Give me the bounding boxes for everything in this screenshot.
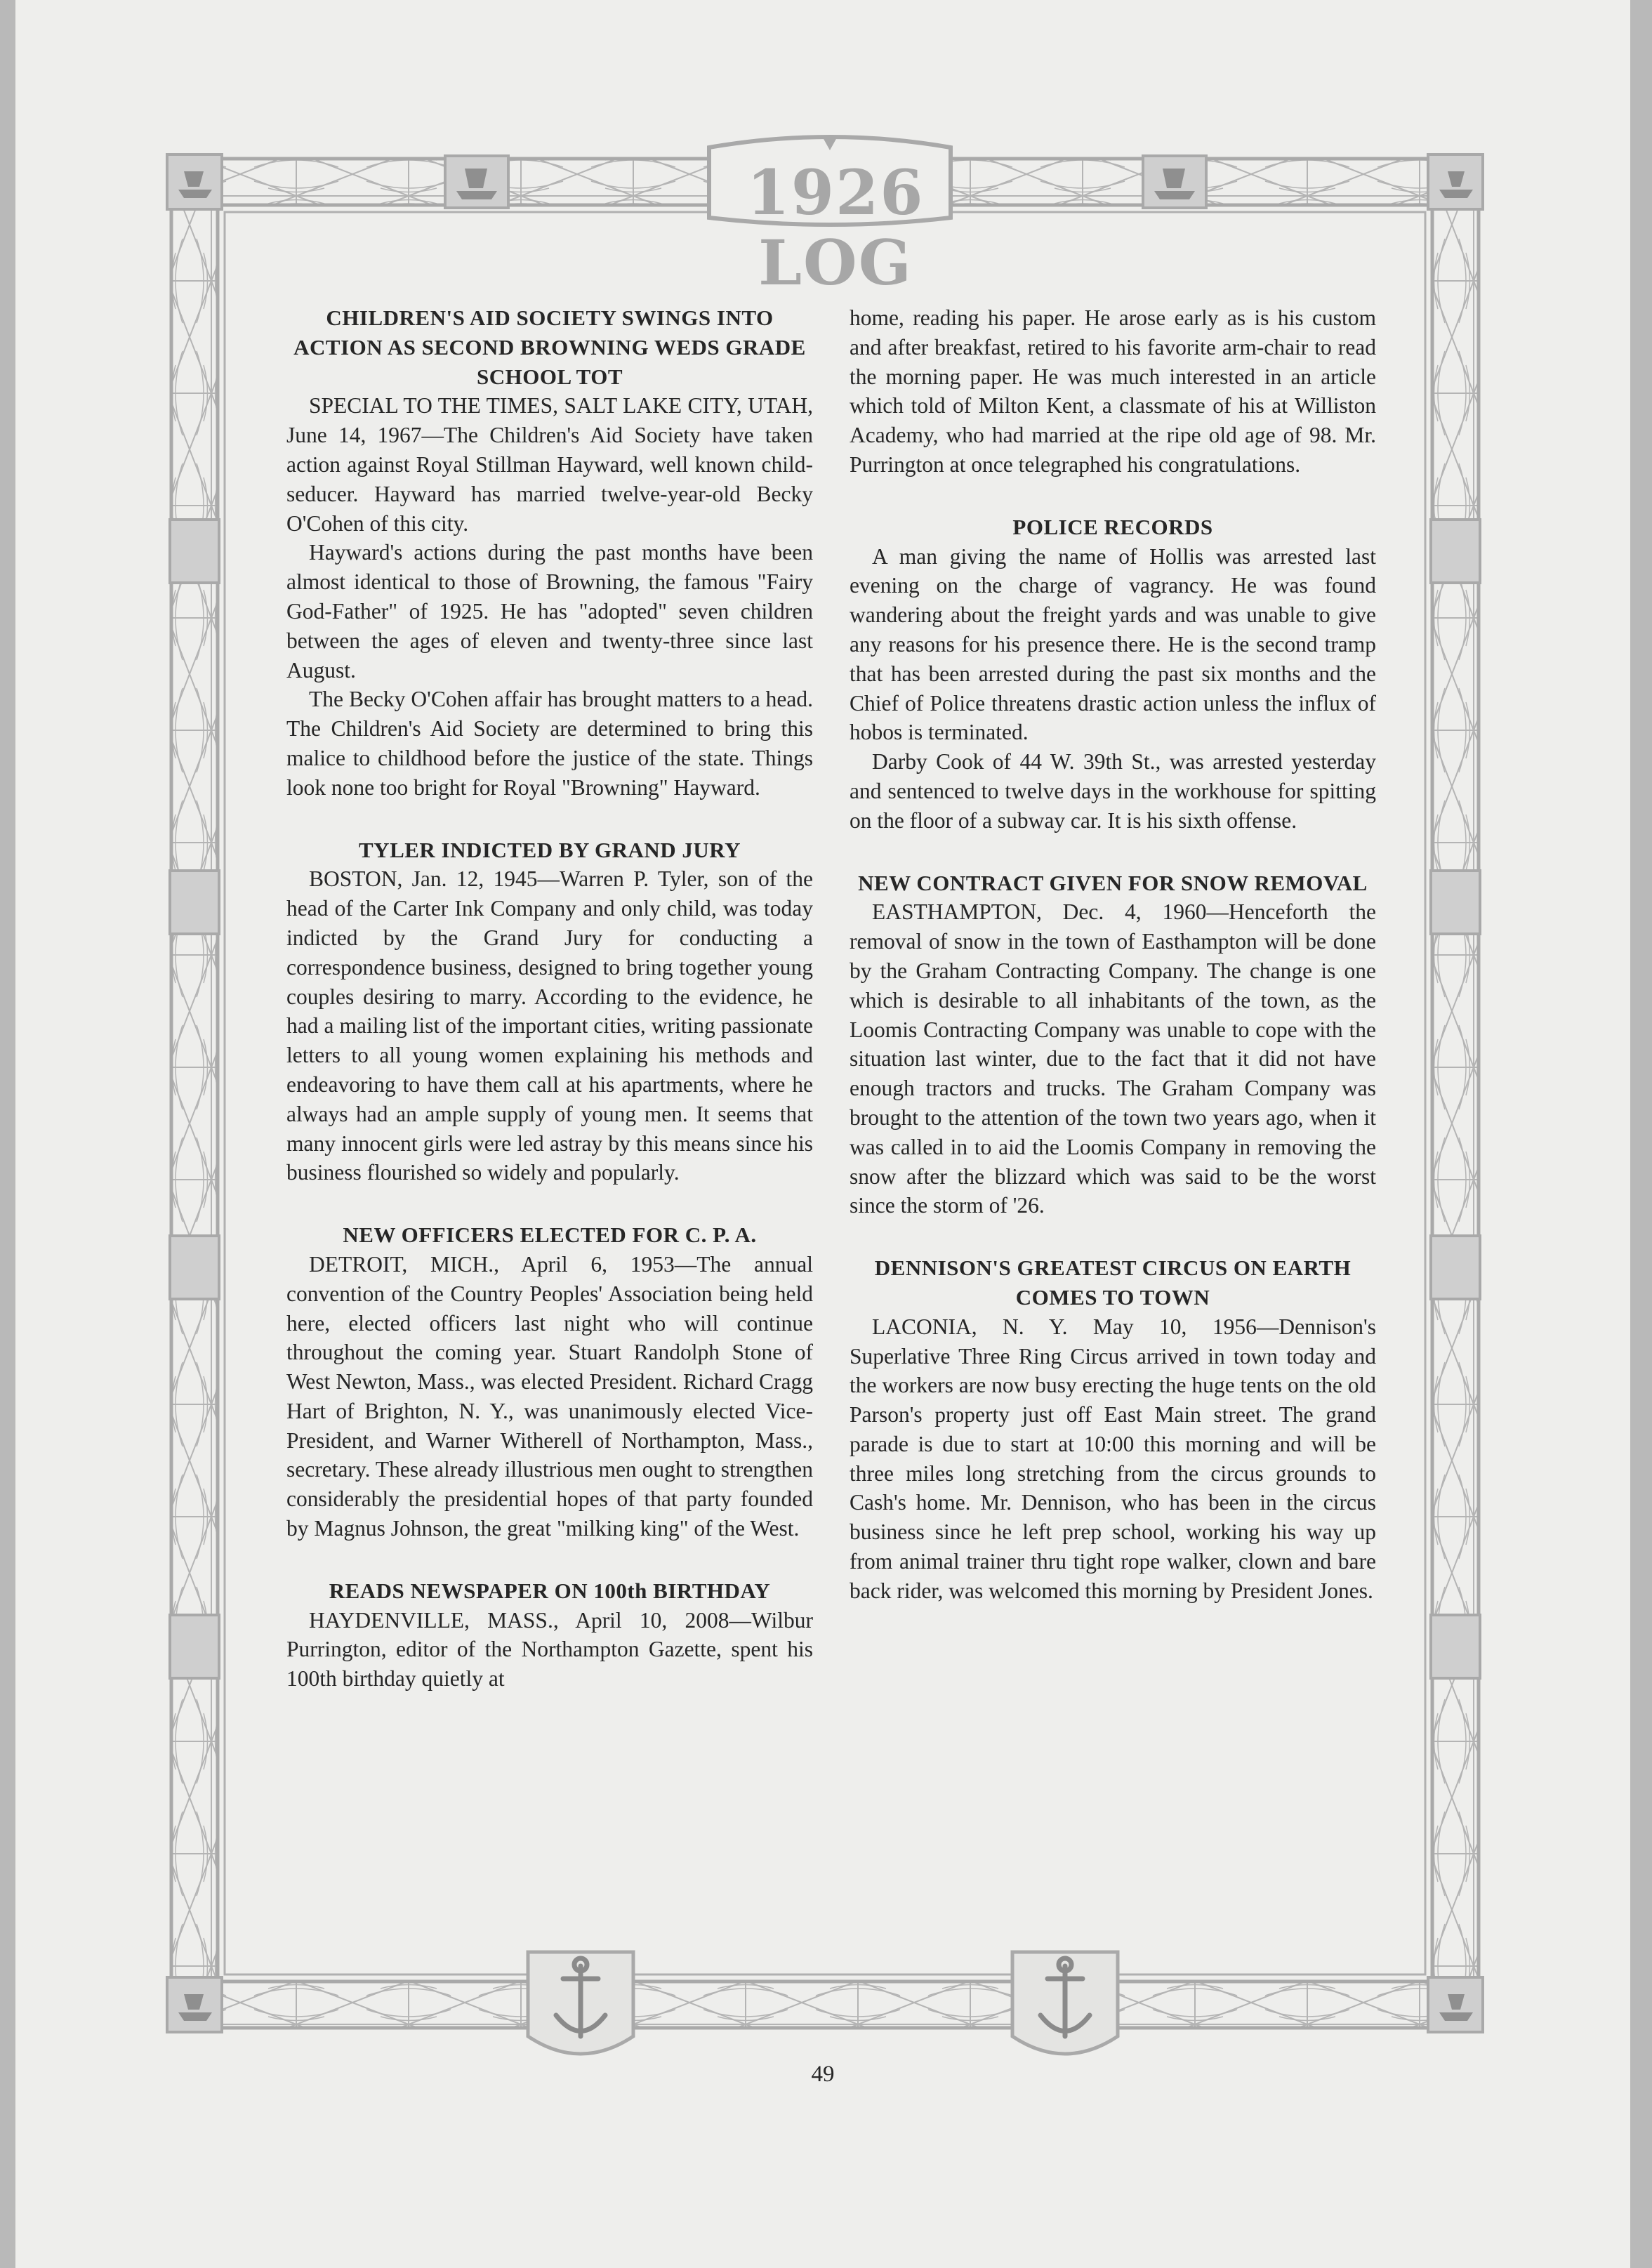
article-headline: DENNISON'S GREATEST CIRCUS ON EARTH COMES TO TOWN	[874, 1255, 1352, 1310]
article	[286, 1220, 813, 1543]
article-paragraph: EASTHAMPTON, Dec. 4, 1960—Henceforth the removal of snow in the town of Easthampton will be done by the Graham Contracting Company. The change is one which is desirable to all inhabitants of the town, as the Loomis Contracting Company was unable to cope with the situation last winter, due to the fact that it did not have enough tractors and trucks. The Graham Company was brought to the attention of the town two years ago, when it was called in to aid the Loomis Company in removing the snow after the blizzard which was said to be the worst since the storm of '26.	[850, 899, 1376, 1218]
article-paragraph: A man giving the name of Hollis was arrested last evening on the charge of vagrancy. He was found wandering about the freight yards and was unable to give any reasons for his presence there. He is the second tramp that has been arrested during the past six months and the Chief of Police threatens drastic action unless the influx of hobos is terminated.	[850, 543, 1376, 745]
article-headline: CHILDREN'S AID SOCIETY SWINGS INTO ACTION AS SECOND BROWNING WEDS GRADE SCHOOL TOT	[293, 305, 806, 389]
page-number: 49	[811, 2062, 835, 2087]
left-border-band	[171, 159, 218, 2028]
article	[850, 303, 1376, 480]
right-column	[850, 303, 1376, 1639]
article	[850, 1253, 1376, 1606]
article	[850, 513, 1376, 836]
left-column	[286, 303, 813, 1727]
article	[286, 303, 813, 803]
article-paragraph: Hayward's actions during the past months have been almost identical to those of Browning, the famous "Fairy God-Father" of 1925. He has "adopted" seven children between the ages of eleven and twenty-three since last August.	[286, 540, 813, 683]
header-title: 1926 LOG	[746, 156, 925, 299]
article-paragraph: BOSTON, Jan. 12, 1945—Warren P. Tyler, son of the head of the Carter Ink Company and only child, was today indicted by the Grand Jury for conducting a correspondence business, designed to bring together young couples desiring to marry. According to the evidence, he had a mailing list of the important cities, writing passionate letters to all young women explaining his methods and endeavoring to have them call at his apartments, where he always had an ample supply of young men. It seems that many innocent girls were led astray by this means since his business flourished so widely and popularly.	[286, 866, 813, 1185]
article-paragraph: DETROIT, MICH., April 6, 1953—The annual convention of the Country Peoples' Association being held here, elected officers last night who will continue throughout the coming year. Stuart Randolph Stone of West Newton, Mass., was elected President. Richard Cragg Hart of Brighton, N. Y., was unanimously elected Vice-President, and Warner Witherell of Northampton, Mass., secretary. These already illustrious men ought to strengthen considerably the presidential hopes of that party founded by Magnus Johnson, the great "milking king" of the West.	[286, 1251, 813, 1541]
article-headline: READS NEWSPAPER ON 100th BIRTHDAY	[329, 1578, 771, 1603]
article-headline: NEW OFFICERS ELECTED FOR C. P. A.	[343, 1222, 757, 1248]
article	[286, 836, 813, 1188]
article-paragraph: home, reading his paper. He arose early as is his custom and after breakfast, retired to his favorite arm-chair to read the morning paper. He was much interested in an article which told of Milton Kent, a classmate of his at Williston Academy, who had married at the ripe old age of 98. Mr. Purrington at once telegraphed his congratulations.	[850, 305, 1376, 477]
right-border-band	[1432, 159, 1479, 2028]
article-paragraph: SPECIAL TO THE TIMES, SALT LAKE CITY, UTAH, June 14, 1967—The Children's Aid Society have taken action against Royal Stillman Hayward, well known child-seducer. Hayward has married twelve-year-old Becky O'Cohen of this city.	[286, 393, 813, 536]
article-paragraph: LACONIA, N. Y. May 10, 1956—Dennison's Superlative Three Ring Circus arrived in town today and the workers are now busy erecting the huge tents on the old Parson's property just off East Main street. The grand parade is due to start at 10:00 this morning and will be three miles long stretching from the circus grounds to Cash's home. Mr. Dennison, who has been in the circus business since he left prep school, working his way up from animal trainer thru tight rope walker, clown and bare back rider, was welcomed this morning by President Jones.	[850, 1314, 1376, 1603]
decorative-border	[15, 0, 1630, 2268]
article	[850, 869, 1376, 1221]
article-paragraph: Darby Cook of 44 W. 39th St., was arrested yesterday and sentenced to twelve days in the workhouse for spitting on the floor of a subway car. It is his sixth offense.	[850, 749, 1376, 833]
article-headline: NEW CONTRACT GIVEN FOR SNOW REMOVAL	[858, 870, 1368, 895]
article	[286, 1576, 813, 1694]
bottom-border-band	[171, 1982, 1479, 2028]
page	[15, 0, 1630, 2268]
article-paragraph: The Becky O'Cohen affair has brought matters to a head. The Children's Aid Society are determined to bring this malice to childhood before the justice of the state. Things look none too bright for Royal "Browning" Hayward.	[286, 687, 813, 800]
article-headline: TYLER INDICTED BY GRAND JURY	[359, 837, 741, 862]
article-paragraph: HAYDENVILLE, MASS., April 10, 2008—Wilbur Purrington, editor of the Northampton Gazette, spent his 100th birthday quietly at	[286, 1607, 813, 1692]
article-headline: POLICE RECORDS	[1012, 514, 1213, 539]
